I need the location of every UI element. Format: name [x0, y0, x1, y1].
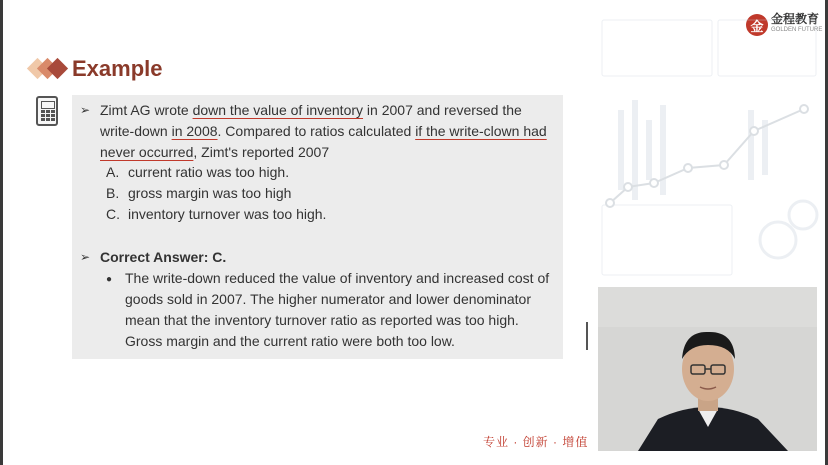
question-underline-3: if the write-clown had never occurred	[100, 123, 547, 160]
logo-name: 金程教育	[771, 12, 820, 26]
window-frame-left	[0, 0, 3, 465]
dot-bullet-icon: ●	[106, 274, 113, 285]
correct-answer-label: Correct Answer: C.	[100, 249, 227, 265]
presenter-video	[598, 287, 817, 451]
logo-mark-icon: 金	[746, 14, 768, 36]
answer-row	[80, 247, 226, 268]
question-underline-1: down the value of inventory	[192, 102, 364, 118]
calculator-icon	[36, 96, 58, 126]
explanation-row	[106, 268, 556, 352]
slide-title-block	[26, 54, 163, 84]
question-row	[80, 100, 550, 163]
logo-name-en: GOLDEN FUTURE	[771, 27, 823, 33]
text-cursor	[586, 322, 588, 350]
arrow-bullet-icon: ➢	[80, 250, 91, 264]
slogan: 专业 · 创新 · 增值	[483, 435, 589, 449]
question-text: Zimt AG wrote down the value of inventory in 2007 and reversed the write-down in 2008. Compared to ratios calculated if the write-clown had never occurred, Zimt's reported 2007	[100, 102, 547, 160]
arrow-bullet-icon: ➢	[80, 103, 91, 117]
presenter-figure	[598, 287, 817, 451]
diamond-decoration-icon	[26, 54, 70, 84]
option-b: B. gross margin was too high	[106, 185, 292, 201]
slide-title: Example	[72, 56, 163, 81]
question-underline-2: in 2008	[171, 123, 218, 139]
option-c: C. inventory turnover was too high.	[106, 206, 327, 222]
explanation-text: The write-down reduced the value of inventory and increased cost of goods sold in 2007. The higher numerator and lower denominator mean that the inventory turnover ratio as reported was too high. Gross margin and the current ratio were both too low.	[125, 270, 550, 349]
options-list	[106, 162, 326, 225]
question-panel	[72, 95, 563, 359]
option-a: A. current ratio was too high.	[106, 164, 290, 180]
decorative-chart-background	[598, 10, 823, 280]
